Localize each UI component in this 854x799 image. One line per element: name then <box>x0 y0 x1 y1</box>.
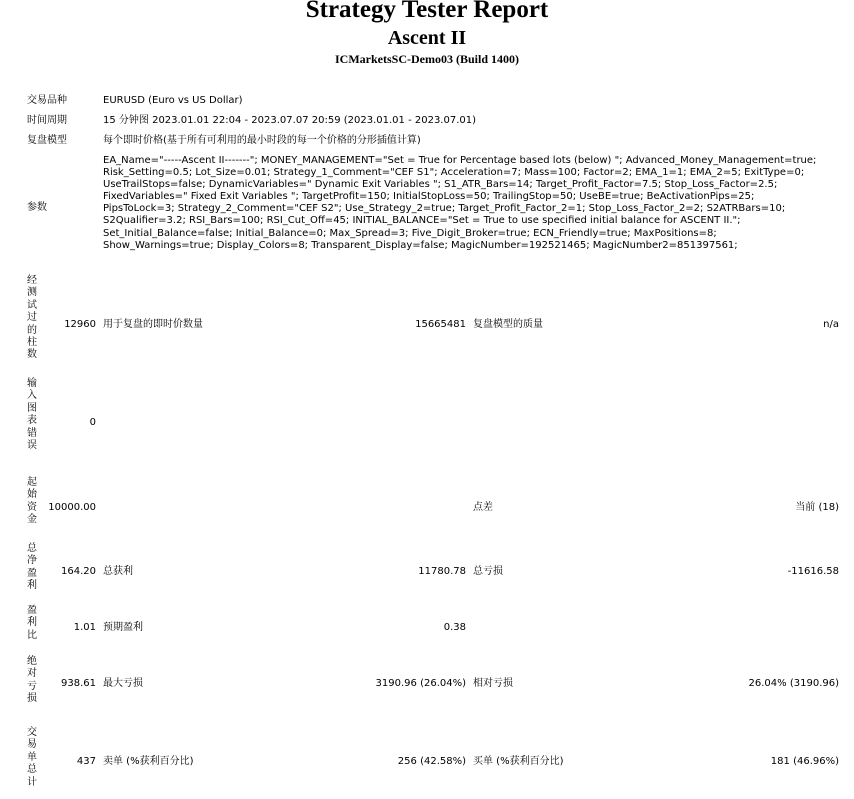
expert-name: Ascent II <box>387 27 467 49</box>
ticks-label: 用于复盘的即时价数量 <box>103 319 203 330</box>
absdd-value: 938.61 <box>61 678 96 689</box>
pf-value: 1.01 <box>73 622 96 633</box>
long-label: 买单 (%获利百分比) <box>473 756 564 767</box>
grossloss-value: -11616.58 <box>787 566 839 577</box>
errors-value: 0 <box>89 417 96 428</box>
long-value: 181 (46.96%) <box>770 756 839 767</box>
deposit-label: 起始资金 <box>27 477 37 526</box>
params-value: EA_Name="-----Ascent II-------"; MONEY_MANAGEMENT="Set = True for Percentage based lots (below) "; Advanced_Money_Management=true; Risk_Setting=0.5; Lot_Size=0.01; Strategy_1_Comment="CEF S1"; Acceleration=7; Mass=100; Factor=2; EMA_1=1; EMA_2=5; ExitType=0; UseTrailStops=false; DynamicVariables=" Dynamic Exit Variables "; S1_ATR_Bars=14; Target_Profit_Factor=7.5; Stop_Loss_Factor=2.5; FixedVariables=" Fixed Exit Variables "; TargetProfit=150; InitialStopLoss=50; TrailingStop=50; UseBE=true; BeActivationPips=25; PipsToLock=3; Strategy_2_Comment="CEF S2"; Use_Strategy_2=true; Target_Profit_Factor_2=1; Stop_Loss_Factor_2=2; S2ATRBars=10; S2Qualifier=3.2; RSI_Bars=100; RSI_Cut_Off=45; INITIAL_BALANCE="Set = True to use specified initial balance for ASCENT II."; Set_Initial_Balance=false; Initial_Balance=0; Max_Spread=3; Five_Digit_Broker=true; ECN_Friendly=true; MaxPositions=8; Show_Warnings=true; Display_Colors=8; Transparent_Display=false; MagicNumber=192521465; MagicNumber2=851397561; <box>103 155 817 251</box>
errors-label: 输入图表错误 <box>27 378 37 452</box>
period-value: 15 分钟图 2023.01.01 22:04 - 2023.07.07 20:59 (2023.01.01 - 2023.07.01) <box>103 115 477 126</box>
symbol-value: EURUSD (Euro vs US Dollar) <box>103 95 243 106</box>
short-label: 卖单 (%获利百分比) <box>103 756 194 767</box>
spread-value: 当前 (18) <box>795 502 839 513</box>
reldd-value: 26.04% (3190.96) <box>748 678 839 689</box>
pf-label: 盈利比 <box>27 605 37 641</box>
report-title: Strategy Tester Report <box>305 0 549 23</box>
short-value: 256 (42.58%) <box>397 756 466 767</box>
trades-value: 437 <box>76 756 96 767</box>
payoff-label: 预期盈利 <box>103 622 143 633</box>
absdd-label: 绝对亏损 <box>27 656 37 705</box>
quality-value: n/a <box>823 319 839 330</box>
quality-label: 复盘模型的质量 <box>473 319 543 330</box>
bars-label: 经测试过的柱数 <box>27 275 37 361</box>
grossprofit-value: 11780.78 <box>418 566 466 577</box>
maxdd-value: 3190.96 (26.04%) <box>375 678 466 689</box>
spread-label: 点差 <box>473 502 493 513</box>
symbol-label: 交易品种 <box>27 95 67 106</box>
server-build: ICMarketsSC-Demo03 (Build 1400) <box>335 52 519 66</box>
period-label: 时间周期 <box>27 115 67 126</box>
params-label: 参数 <box>27 202 47 213</box>
ticks-value: 15665481 <box>415 319 466 330</box>
deposit-value: 10000.00 <box>48 502 96 513</box>
grossloss-label: 总亏损 <box>473 566 503 577</box>
grossprofit-label: 总获利 <box>103 566 133 577</box>
trades-label: 交易单总计 <box>27 727 37 788</box>
netprofit-label: 总净盈利 <box>27 543 37 592</box>
model-value: 每个即时价格(基于所有可利用的最小时段的每一个价格的分形插值计算) <box>103 135 421 146</box>
model-label: 复盘模型 <box>27 135 67 146</box>
bars-value: 12960 <box>64 319 96 330</box>
netprofit-value: 164.20 <box>61 566 96 577</box>
maxdd-label: 最大亏损 <box>103 678 143 689</box>
payoff-value: 0.38 <box>443 622 466 633</box>
reldd-label: 相对亏损 <box>473 678 513 689</box>
